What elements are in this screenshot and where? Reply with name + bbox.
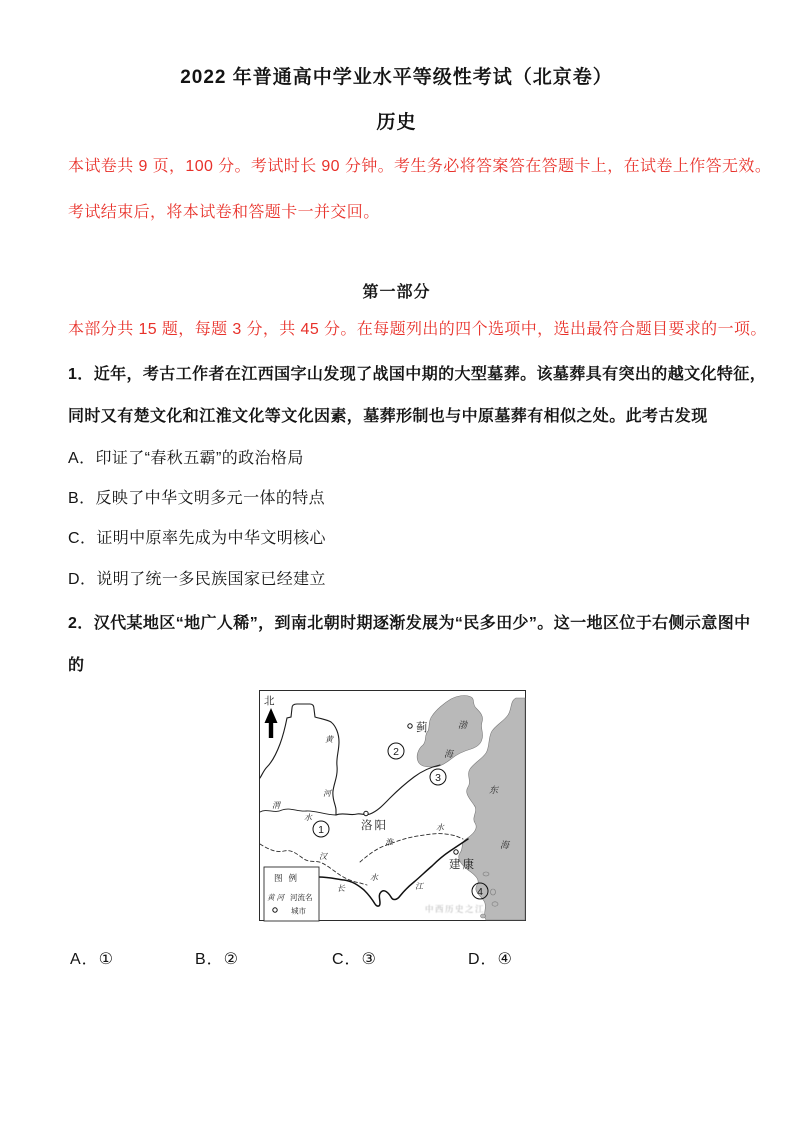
svg-text:3: 3 — [435, 771, 441, 784]
notice-line-2: 考试结束后，将本试卷和答题卡一并交回。 — [68, 204, 380, 221]
yellow-river-label-2: 河 — [323, 789, 331, 798]
part1-heading: 第一部分 — [362, 284, 431, 301]
wei-river-label-1: 渭 — [272, 801, 280, 810]
q2-option-c: C．③ — [332, 951, 377, 968]
bohai-label-1: 渤 — [458, 720, 468, 730]
q1-option-b: B．反映了中华文明多元一体的特点 — [68, 490, 326, 507]
q1-option-c: C．证明中原率先成为中华文明核心 — [68, 530, 326, 547]
city-label-ji: 蓟 — [416, 722, 430, 734]
svg-text:2: 2 — [393, 745, 399, 758]
svg-text:4: 4 — [477, 885, 483, 898]
legend-city-dot — [273, 908, 277, 912]
q2-stem-line-2: 的 — [68, 657, 85, 674]
legend-title: 图例 — [274, 873, 304, 883]
watermark: 中西历史之江 — [425, 904, 486, 914]
city-dot-jiankang — [454, 850, 458, 854]
legend-river-name-label: 河流名 — [290, 893, 313, 902]
schematic-map — [253, 688, 533, 928]
city-label-luoyang: 洛阳 — [361, 820, 388, 832]
q2-stem-line-1: 2．汉代某地区“地广人稀”，到南北朝时期逐渐发展为“民多田少”。这一地区位于右侧示意图中 — [68, 615, 751, 632]
city-label-jiankang: 建康 — [449, 859, 476, 871]
huai-river-label-2: 水 — [436, 823, 444, 832]
exam-title: 2022 年普通高中学业水平等级性考试（北京卷） — [180, 67, 613, 88]
q2-option-d: D．④ — [468, 951, 513, 968]
island — [481, 914, 486, 918]
island — [483, 872, 489, 876]
q2-map-figure — [253, 688, 533, 928]
east-sea-label-1: 东 — [489, 785, 499, 795]
wei-river-label-2: 水 — [304, 813, 312, 822]
huai-river-label-1: 淮 — [385, 838, 393, 847]
region-marker-2 — [388, 743, 404, 759]
region-marker-3 — [430, 769, 446, 785]
yellow-river-label-1: 黄 — [325, 735, 333, 744]
han-river-label-2: 水 — [370, 873, 378, 882]
yangtze-label-1: 长 — [337, 884, 345, 893]
q1-option-d: D．说明了统一多民族国家已经建立 — [68, 571, 326, 588]
island — [491, 889, 496, 895]
notice-line-1: 本试卷共 9 页，100 分。考试时长 90 分钟。考生务必将答案答在答题卡上，在试卷上作答无效。 — [68, 158, 772, 175]
north-label: 北 — [264, 696, 275, 707]
map-legend — [264, 867, 319, 921]
legend-city-label: 城市 — [291, 906, 306, 916]
region-marker-4 — [472, 883, 488, 899]
city-dot-luoyang — [364, 811, 368, 815]
region-marker-1 — [313, 821, 329, 837]
part1-instructions: 本部分共 15 题，每题 3 分，共 45 分。在每题列出的四个选项中，选出最符合题目要求的一项。 — [68, 321, 767, 338]
city-dot-ji — [408, 724, 412, 728]
han-river-label-1: 汉 — [319, 852, 327, 861]
q1-option-a: A．印证了“春秋五霸”的政治格局 — [68, 450, 304, 467]
bohai-label-2: 海 — [444, 749, 454, 759]
east-sea-label-2: 海 — [500, 840, 510, 850]
island — [492, 902, 498, 906]
yangtze-label-2: 江 — [415, 882, 423, 891]
exam-subject: 历史 — [376, 112, 417, 133]
q2-option-b: B．② — [195, 951, 240, 968]
q1-stem-line-2: 同时又有楚文化和江淮文化等文化因素，墓葬形制也与中原墓葬有相似之处。此考古发现 — [68, 408, 708, 425]
legend-river-sample: 黄河 — [267, 893, 286, 902]
q1-stem-line-1: 1．近年，考古工作者在江西国字山发现了战国中期的大型墓葬。该墓葬具有突出的越文化特征， — [68, 366, 767, 383]
svg-text:1: 1 — [318, 823, 324, 836]
q2-option-a: A．① — [70, 951, 115, 968]
